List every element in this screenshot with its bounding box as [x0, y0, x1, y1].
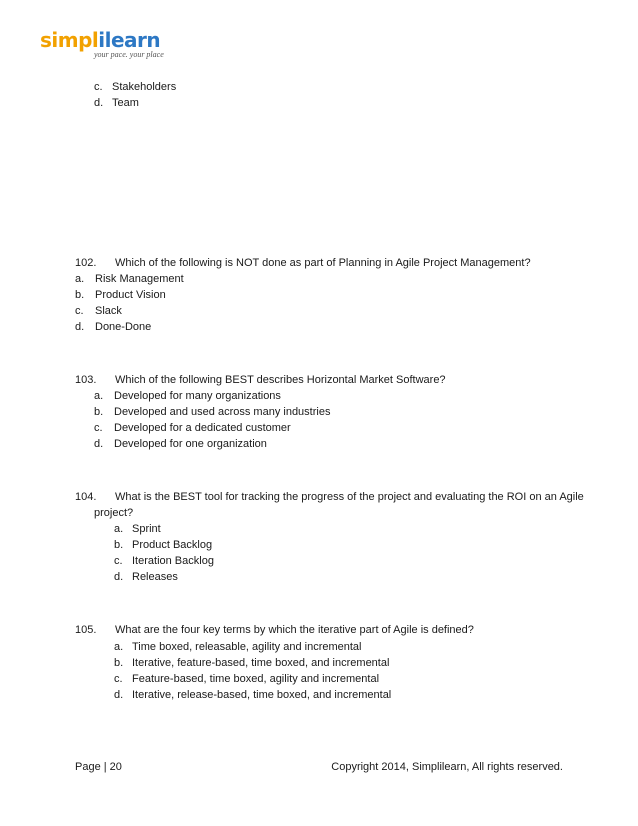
q102-option-text: Product Vision	[95, 289, 166, 301]
q103-option-text: Developed for a dedicated customer	[114, 422, 291, 434]
q105-option-letter: a.	[114, 641, 124, 653]
q101-option-d-letter: d.	[94, 97, 104, 109]
q103-option-letter: c.	[94, 422, 103, 434]
q104-option-text: Sprint	[132, 523, 161, 535]
q104-option-letter: a.	[114, 523, 124, 535]
q104-option-letter: c.	[114, 555, 123, 567]
simplilearn-logo	[40, 28, 170, 64]
q102-option-text: Risk Management	[95, 273, 184, 285]
q105-option-text: Iterative, release-based, time boxed, and incremental	[132, 689, 392, 701]
q102-question: Which of the following is NOT done as part of Planning in Agile Project Management?	[115, 257, 531, 269]
q105-option-text: Time boxed, releasable, agility and incremental	[132, 641, 362, 653]
copyright-notice: Copyright 2014, Simplilearn, All rights reserved.	[331, 761, 563, 773]
q101-option-d-text: Team	[112, 97, 139, 109]
q103-option-letter: a.	[94, 390, 104, 402]
q104-number: 104.	[75, 491, 97, 503]
q102-option-letter: a.	[75, 273, 85, 285]
q105-number: 105.	[75, 624, 97, 636]
q103-option-text: Developed for many organizations	[114, 390, 281, 402]
q105-option-text: Iterative, feature-based, time boxed, and incremental	[132, 657, 390, 669]
q105-option-text: Feature-based, time boxed, agility and incremental	[132, 673, 380, 685]
q102-option-text: Slack	[95, 305, 122, 317]
logo-tagline: your pace. your place	[94, 50, 164, 59]
page-number: Page | 20	[75, 761, 122, 773]
q104-option-text: Releases	[132, 571, 178, 583]
q105-option-letter: c.	[114, 673, 123, 685]
q101-option-c-text: Stakeholders	[112, 81, 177, 93]
q104-question-line2: project?	[94, 507, 134, 519]
q103-option-letter: b.	[94, 406, 104, 418]
q102-number: 102.	[75, 257, 97, 269]
q102-option-letter: b.	[75, 289, 85, 301]
q103-option-letter: d.	[94, 438, 104, 450]
q101-option-c-letter: c.	[94, 81, 103, 93]
q105-option-letter: d.	[114, 689, 124, 701]
q103-option-text: Developed for one organization	[114, 438, 267, 450]
q103-option-text: Developed and used across many industries	[114, 406, 331, 418]
q105-question: What are the four key terms by which the iterative part of Agile is defined?	[115, 624, 474, 636]
q102-option-text: Done-Done	[95, 321, 152, 333]
q104-question-line1: What is the BEST tool for tracking the progress of the project and evaluating the ROI on an Agile	[115, 491, 584, 503]
q104-option-letter: d.	[114, 571, 124, 583]
q103-number: 103.	[75, 374, 97, 386]
q104-option-text: Iteration Backlog	[132, 555, 214, 567]
logo-wordmark	[40, 28, 160, 52]
logo-part-simpl: simpl	[40, 28, 99, 52]
q105-option-letter: b.	[114, 657, 124, 669]
q102-option-letter: d.	[75, 321, 85, 333]
q104-option-letter: b.	[114, 539, 124, 551]
logo-part-ilearn: ilearn	[98, 28, 161, 52]
q102-option-letter: c.	[75, 305, 84, 317]
q103-question: Which of the following BEST describes Horizontal Market Software?	[115, 374, 446, 386]
q104-option-text: Product Backlog	[132, 539, 213, 551]
